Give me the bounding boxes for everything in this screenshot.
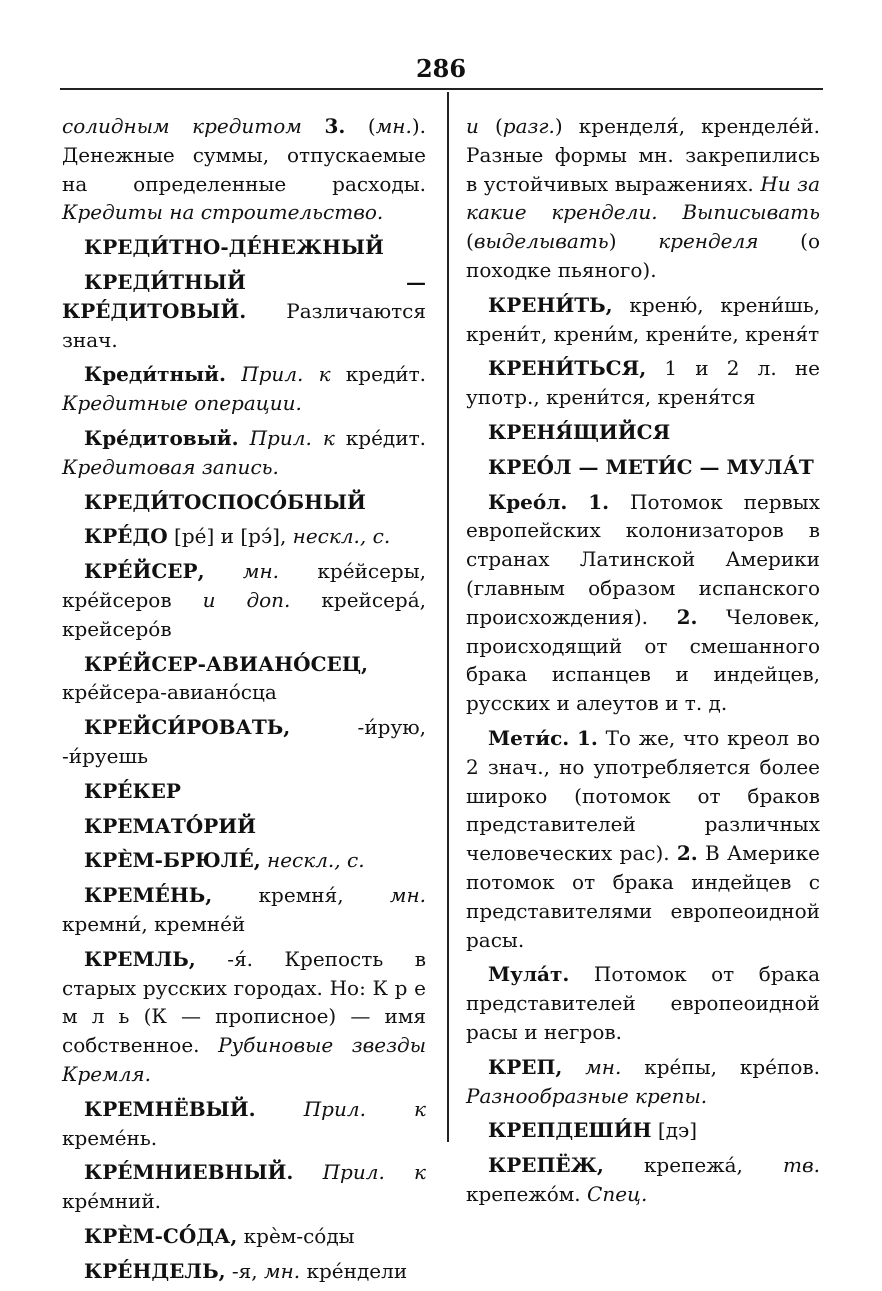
entry-headword: 1. (588, 489, 610, 514)
entry-headword: КРЕ́НДЕЛЬ, (84, 1258, 226, 1283)
entry-italic-text: кренделя (658, 229, 759, 254)
dictionary-entry (466, 724, 820, 954)
dictionary-entry (62, 233, 426, 262)
column-divider (447, 92, 449, 1142)
entry-italic-text: Прил. к (303, 1096, 426, 1121)
entry-italic-text: нескл., с. (267, 848, 365, 873)
entry-text: -я́. Крепость в старых русских городах. Но: К р е м л ь (К — прописное) — имя собственное. (62, 946, 426, 1058)
entry-text: [дэ] (651, 1118, 698, 1143)
dictionary-entry (466, 354, 820, 412)
entry-headword: Мети́с. (488, 725, 570, 750)
entry-italic-text: выделывать (473, 229, 609, 254)
entry-text (302, 114, 325, 138)
entry-text (205, 559, 243, 583)
entry-headword: 2. (676, 604, 698, 629)
entry-italic-text: Кредитовая запись. (62, 454, 279, 479)
entry-italic-text: Кредиты на строительство. (62, 200, 384, 225)
entry-text: Различаются знач. (62, 298, 426, 352)
entry-headword: КРЕДИ́ТОСПОСО́БНЫЙ (84, 489, 366, 514)
entry-italic-text: мн. (389, 883, 426, 908)
entry-text: ( (466, 229, 474, 254)
dictionary-entry (62, 650, 426, 708)
dictionary-entry (466, 488, 820, 718)
header-rule (60, 88, 823, 90)
entry-text: Человек, происходящий от смешанного брака испанцев и индейцев, русских и алеутов и т. д. (466, 604, 820, 716)
entry-italic-text: Прил. к (241, 362, 331, 387)
entry-italic-text: разг. (502, 114, 555, 138)
entry-headword: КРЕНИ́ТЬ, (488, 292, 613, 317)
dictionary-entry (62, 1222, 426, 1251)
entry-text (569, 726, 577, 750)
dictionary-entry (466, 453, 820, 482)
entry-headword: Кре́дитовый. (84, 425, 239, 450)
entry-headword: КРЕМАТО́РИЙ (84, 813, 257, 838)
entry-headword: КРЕ́ЙСЕР, (84, 559, 205, 584)
entry-text: крепежа́, (603, 1153, 784, 1178)
entry-text: (о походке пьяного). (466, 229, 820, 282)
entry-headword: Креди́тный. (84, 362, 226, 387)
entry-italic-text: Рубиновые звезды Кремля. (62, 1033, 426, 1086)
entry-text: Потомок первых европейских колонизаторов в странах Латинской Америки (главным образом испанского происхождения). (466, 489, 821, 629)
entry-text (226, 362, 241, 386)
entry-italic-text: солидным кредитом (62, 114, 302, 138)
entry-headword: КРЕМЕ́НЬ, (84, 883, 213, 908)
entry-italic-text: мн. (585, 1054, 622, 1079)
entry-italic-text: Ни за какие крендели. Выписывать (466, 171, 820, 225)
entry-headword: 3. (324, 114, 346, 138)
entry-text: креди́т. (330, 362, 427, 387)
entry-text: крепежо́м. (466, 1181, 588, 1206)
dictionary-entry (62, 812, 426, 841)
entry-text: кре́йсеры, кре́йсеров (62, 559, 426, 612)
entry-text (567, 490, 588, 514)
entry-text (256, 1097, 304, 1121)
entry-headword: КРЕЙСИ́РОВАТЬ, (84, 715, 291, 740)
page-number: 286 (415, 54, 467, 83)
entry-text (239, 426, 250, 450)
entry-italic-text: и (466, 114, 479, 138)
entry-text: креню́, крени́шь, крени́т, крени́м, крени́те, креня́т (466, 292, 820, 346)
dictionary-entry (466, 291, 820, 349)
dictionary-entry (62, 488, 426, 517)
dictionary-entry (62, 846, 426, 875)
entry-text: Потомок от брака представителей европеоидной расы и негров. (466, 962, 820, 1044)
dictionary-entry (62, 522, 426, 551)
dictionary-entry (62, 713, 426, 771)
entry-text: ) (608, 229, 659, 254)
dictionary-entry (62, 360, 426, 418)
entry-text (562, 1055, 585, 1079)
dictionary-entry (62, 881, 426, 939)
entry-text: крейсера́, крейсеро́в (62, 587, 426, 641)
dictionary-entry (62, 112, 426, 227)
dictionary-entry (62, 1158, 426, 1216)
entry-text: -и́рую, -и́руешь (62, 715, 426, 768)
entry-italic-text: Прил. к (322, 1160, 426, 1185)
entry-text: кре́дит. (334, 425, 426, 450)
dictionary-entry (466, 960, 820, 1046)
entry-headword: Мула́т. (488, 962, 570, 987)
entry-headword: КРЕ́КЕР (84, 778, 181, 803)
dictionary-entry (62, 557, 426, 643)
dictionary-entry (62, 1095, 426, 1153)
entry-italic-text: Кредитные операции. (62, 391, 302, 416)
entry-italic-text: Разнообразные крепы. (466, 1083, 708, 1108)
entry-text: [ре́] и [рэ́], (167, 524, 293, 549)
entry-text: кре́йсера-авиано́сца (62, 680, 277, 705)
entry-headword: КРЕНИ́ТЬСЯ, (488, 356, 647, 381)
dictionary-entry (466, 418, 820, 447)
entry-italic-text: Прил. к (249, 425, 335, 450)
entry-text: крѐм-со́ды (237, 1223, 355, 1248)
entry-headword: 2. (676, 841, 698, 866)
dictionary-entry (62, 777, 426, 806)
dictionary-entry (62, 1257, 426, 1286)
entry-headword: КРЕО́Л — МЕТИ́С — МУЛА́Т (488, 454, 814, 479)
dictionary-entry (466, 1053, 820, 1111)
entry-headword: КРЕ́МНИЕВНЫЙ. (84, 1160, 294, 1185)
entry-text: ( (478, 114, 503, 138)
entry-headword: КРЕП, (488, 1054, 563, 1079)
entry-italic-text: и доп. (202, 587, 291, 612)
entry-text: 1 и 2 л. не употр., крени́тся, креня́тся (466, 356, 820, 410)
entry-headword: КРЕ́ДО (84, 524, 168, 549)
dictionary-entry (466, 1151, 820, 1209)
entry-headword: 1. (576, 725, 598, 750)
dictionary-entry (466, 112, 820, 285)
entry-text: ( (345, 114, 376, 138)
entry-headword: КРЀМ-БРЮЛЕ́, (84, 848, 261, 873)
entry-headword: КРЕПЁЖ, (488, 1153, 604, 1178)
entry-text: кре́мний. (62, 1189, 162, 1214)
entry-text: креме́нь. (62, 1125, 158, 1150)
entry-text: кремни́, кремне́й (62, 911, 246, 936)
entry-italic-text: Спец. (587, 1181, 648, 1206)
entry-headword: Крео́л. (488, 489, 568, 514)
entry-headword: КРЕДИ́ТНО-ДЕ́НЕЖНЫЙ (84, 235, 384, 260)
dictionary-entry (62, 424, 426, 482)
entry-text: кремня́, (212, 883, 390, 908)
entry-italic-text: мн. (375, 114, 412, 138)
entry-headword: КРЕ́ЙСЕР-АВИАНО́СЕЦ, (84, 651, 369, 676)
entry-headword: КРЕМНЁВЫЙ. (84, 1096, 256, 1121)
dictionary-entry (62, 268, 426, 354)
entry-text: В Америке потомок от брака индейцев с представителями европеоидной расы. (466, 841, 821, 952)
entry-text: То же, что креол во 2 знач., но употребляется более широко (потомок от браков представителей различных человеческих рас). (466, 725, 820, 866)
left-column (62, 112, 426, 1291)
entry-italic-text: нескл., с. (292, 524, 391, 549)
dictionary-entry (62, 945, 426, 1089)
entry-text: -я, (225, 1258, 265, 1283)
entry-headword: КРЕНЯ́ЩИЙСЯ (488, 419, 671, 444)
entry-italic-text: тв. (783, 1153, 820, 1178)
entry-text (293, 1160, 322, 1184)
entry-headword: КРЀМ-СО́ДА, (84, 1223, 238, 1248)
entry-headword: КРЕДИ́ТНЫЙ — КРЕ́ДИТОВЫЙ. (62, 269, 426, 323)
entry-headword: КРЕПДЕШИ́Н (488, 1118, 652, 1143)
entry-text: ). Денежные суммы, отпускаемые на определенные расходы. (62, 114, 426, 196)
entry-italic-text: мн. (242, 559, 280, 584)
dictionary-entry (466, 1116, 820, 1145)
entry-text: ) кренделя́, кренделе́й. Разные формы мн. закрепились в устойчивых выражениях. (466, 114, 820, 196)
right-column (466, 112, 820, 1215)
entry-italic-text: мн. (264, 1258, 301, 1283)
entry-text: кре́ндели (300, 1258, 408, 1283)
entry-headword: КРЕМЛЬ, (84, 946, 196, 971)
entry-text: кре́пы, кре́пов. (621, 1054, 820, 1079)
